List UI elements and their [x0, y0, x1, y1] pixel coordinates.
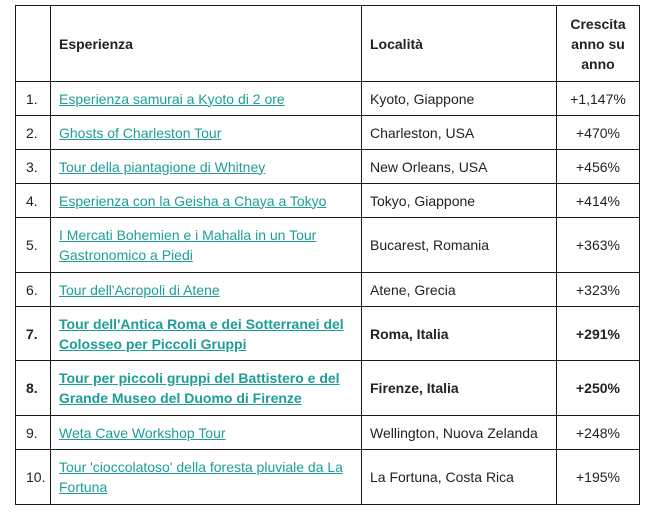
- experience-link[interactable]: Tour della piantagione di Whitney: [59, 158, 266, 175]
- experience-link[interactable]: Tour per piccoli gruppi del Battistero e del Grande Museo del Duomo di Firenze: [59, 370, 340, 406]
- experiences-table-container: [15, 5, 640, 505]
- row-growth: +1,147%: [557, 82, 640, 116]
- table-row: [16, 82, 640, 116]
- experience-link[interactable]: Esperienza con la Geisha a Chaya a Tokyo: [59, 192, 327, 209]
- experience-link[interactable]: I Mercati Bohemien e i Mahalla in un Tour Gastronomico a Piedi: [59, 227, 317, 263]
- row-experience: [51, 116, 362, 150]
- experience-link[interactable]: Ghosts of Charleston Tour: [59, 124, 222, 141]
- table-row: [16, 116, 640, 150]
- header-growth: Crescita anno su anno: [557, 6, 640, 82]
- row-index: 4.: [16, 184, 51, 218]
- row-experience: [51, 361, 362, 416]
- row-experience: [51, 184, 362, 218]
- table-header-row: [16, 6, 640, 82]
- table-row: [16, 273, 640, 307]
- table-row: [16, 150, 640, 184]
- row-location: Bucarest, Romania: [362, 218, 557, 273]
- row-location: Charleston, USA: [362, 116, 557, 150]
- header-index: [16, 6, 51, 82]
- row-index: 1.: [16, 82, 51, 116]
- row-index: 7.: [16, 307, 51, 361]
- row-experience: [51, 450, 362, 505]
- row-experience: [51, 82, 362, 116]
- row-location: Atene, Grecia: [362, 273, 557, 307]
- row-growth: +250%: [557, 361, 640, 416]
- row-index: 2.: [16, 116, 51, 150]
- row-location: La Fortuna, Costa Rica: [362, 450, 557, 505]
- row-experience: [51, 150, 362, 184]
- row-location: Roma, Italia: [362, 307, 557, 361]
- row-experience: [51, 273, 362, 307]
- experience-link[interactable]: Weta Cave Workshop Tour: [59, 424, 226, 441]
- experience-link[interactable]: Esperienza samurai a Kyoto di 2 ore: [59, 90, 285, 107]
- table-row: [16, 218, 640, 273]
- table-row-highlighted: [16, 307, 640, 361]
- row-index: 9.: [16, 416, 51, 450]
- row-index: 5.: [16, 218, 51, 273]
- table-row: [16, 450, 640, 505]
- row-location: Kyoto, Giappone: [362, 82, 557, 116]
- row-growth: +414%: [557, 184, 640, 218]
- experiences-table: [15, 5, 640, 505]
- row-location: Tokyo, Giappone: [362, 184, 557, 218]
- table-row: [16, 416, 640, 450]
- row-growth: +456%: [557, 150, 640, 184]
- row-index: 6.: [16, 273, 51, 307]
- header-location: Località: [362, 6, 557, 82]
- row-growth: +248%: [557, 416, 640, 450]
- table-row: [16, 184, 640, 218]
- experience-link[interactable]: Tour dell'Antica Roma e dei Sotterranei del Colosseo per Piccoli Gruppi: [59, 315, 344, 352]
- table-row-highlighted: [16, 361, 640, 416]
- row-index: 8.: [16, 361, 51, 416]
- row-index: 3.: [16, 150, 51, 184]
- row-growth: +363%: [557, 218, 640, 273]
- experience-link[interactable]: Tour dell'Acropoli di Atene: [59, 281, 220, 298]
- row-growth: +470%: [557, 116, 640, 150]
- row-growth: +195%: [557, 450, 640, 505]
- row-location: Wellington, Nuova Zelanda: [362, 416, 557, 450]
- row-growth: +291%: [557, 307, 640, 361]
- row-experience: [51, 218, 362, 273]
- experience-link[interactable]: Tour 'cioccolatoso' della foresta pluviale da La Fortuna: [59, 459, 343, 495]
- row-index: 10.: [16, 450, 51, 505]
- row-experience: [51, 307, 362, 361]
- row-location: New Orleans, USA: [362, 150, 557, 184]
- row-growth: +323%: [557, 273, 640, 307]
- row-location: Firenze, Italia: [362, 361, 557, 416]
- header-experience: Esperienza: [51, 6, 362, 82]
- row-experience: [51, 416, 362, 450]
